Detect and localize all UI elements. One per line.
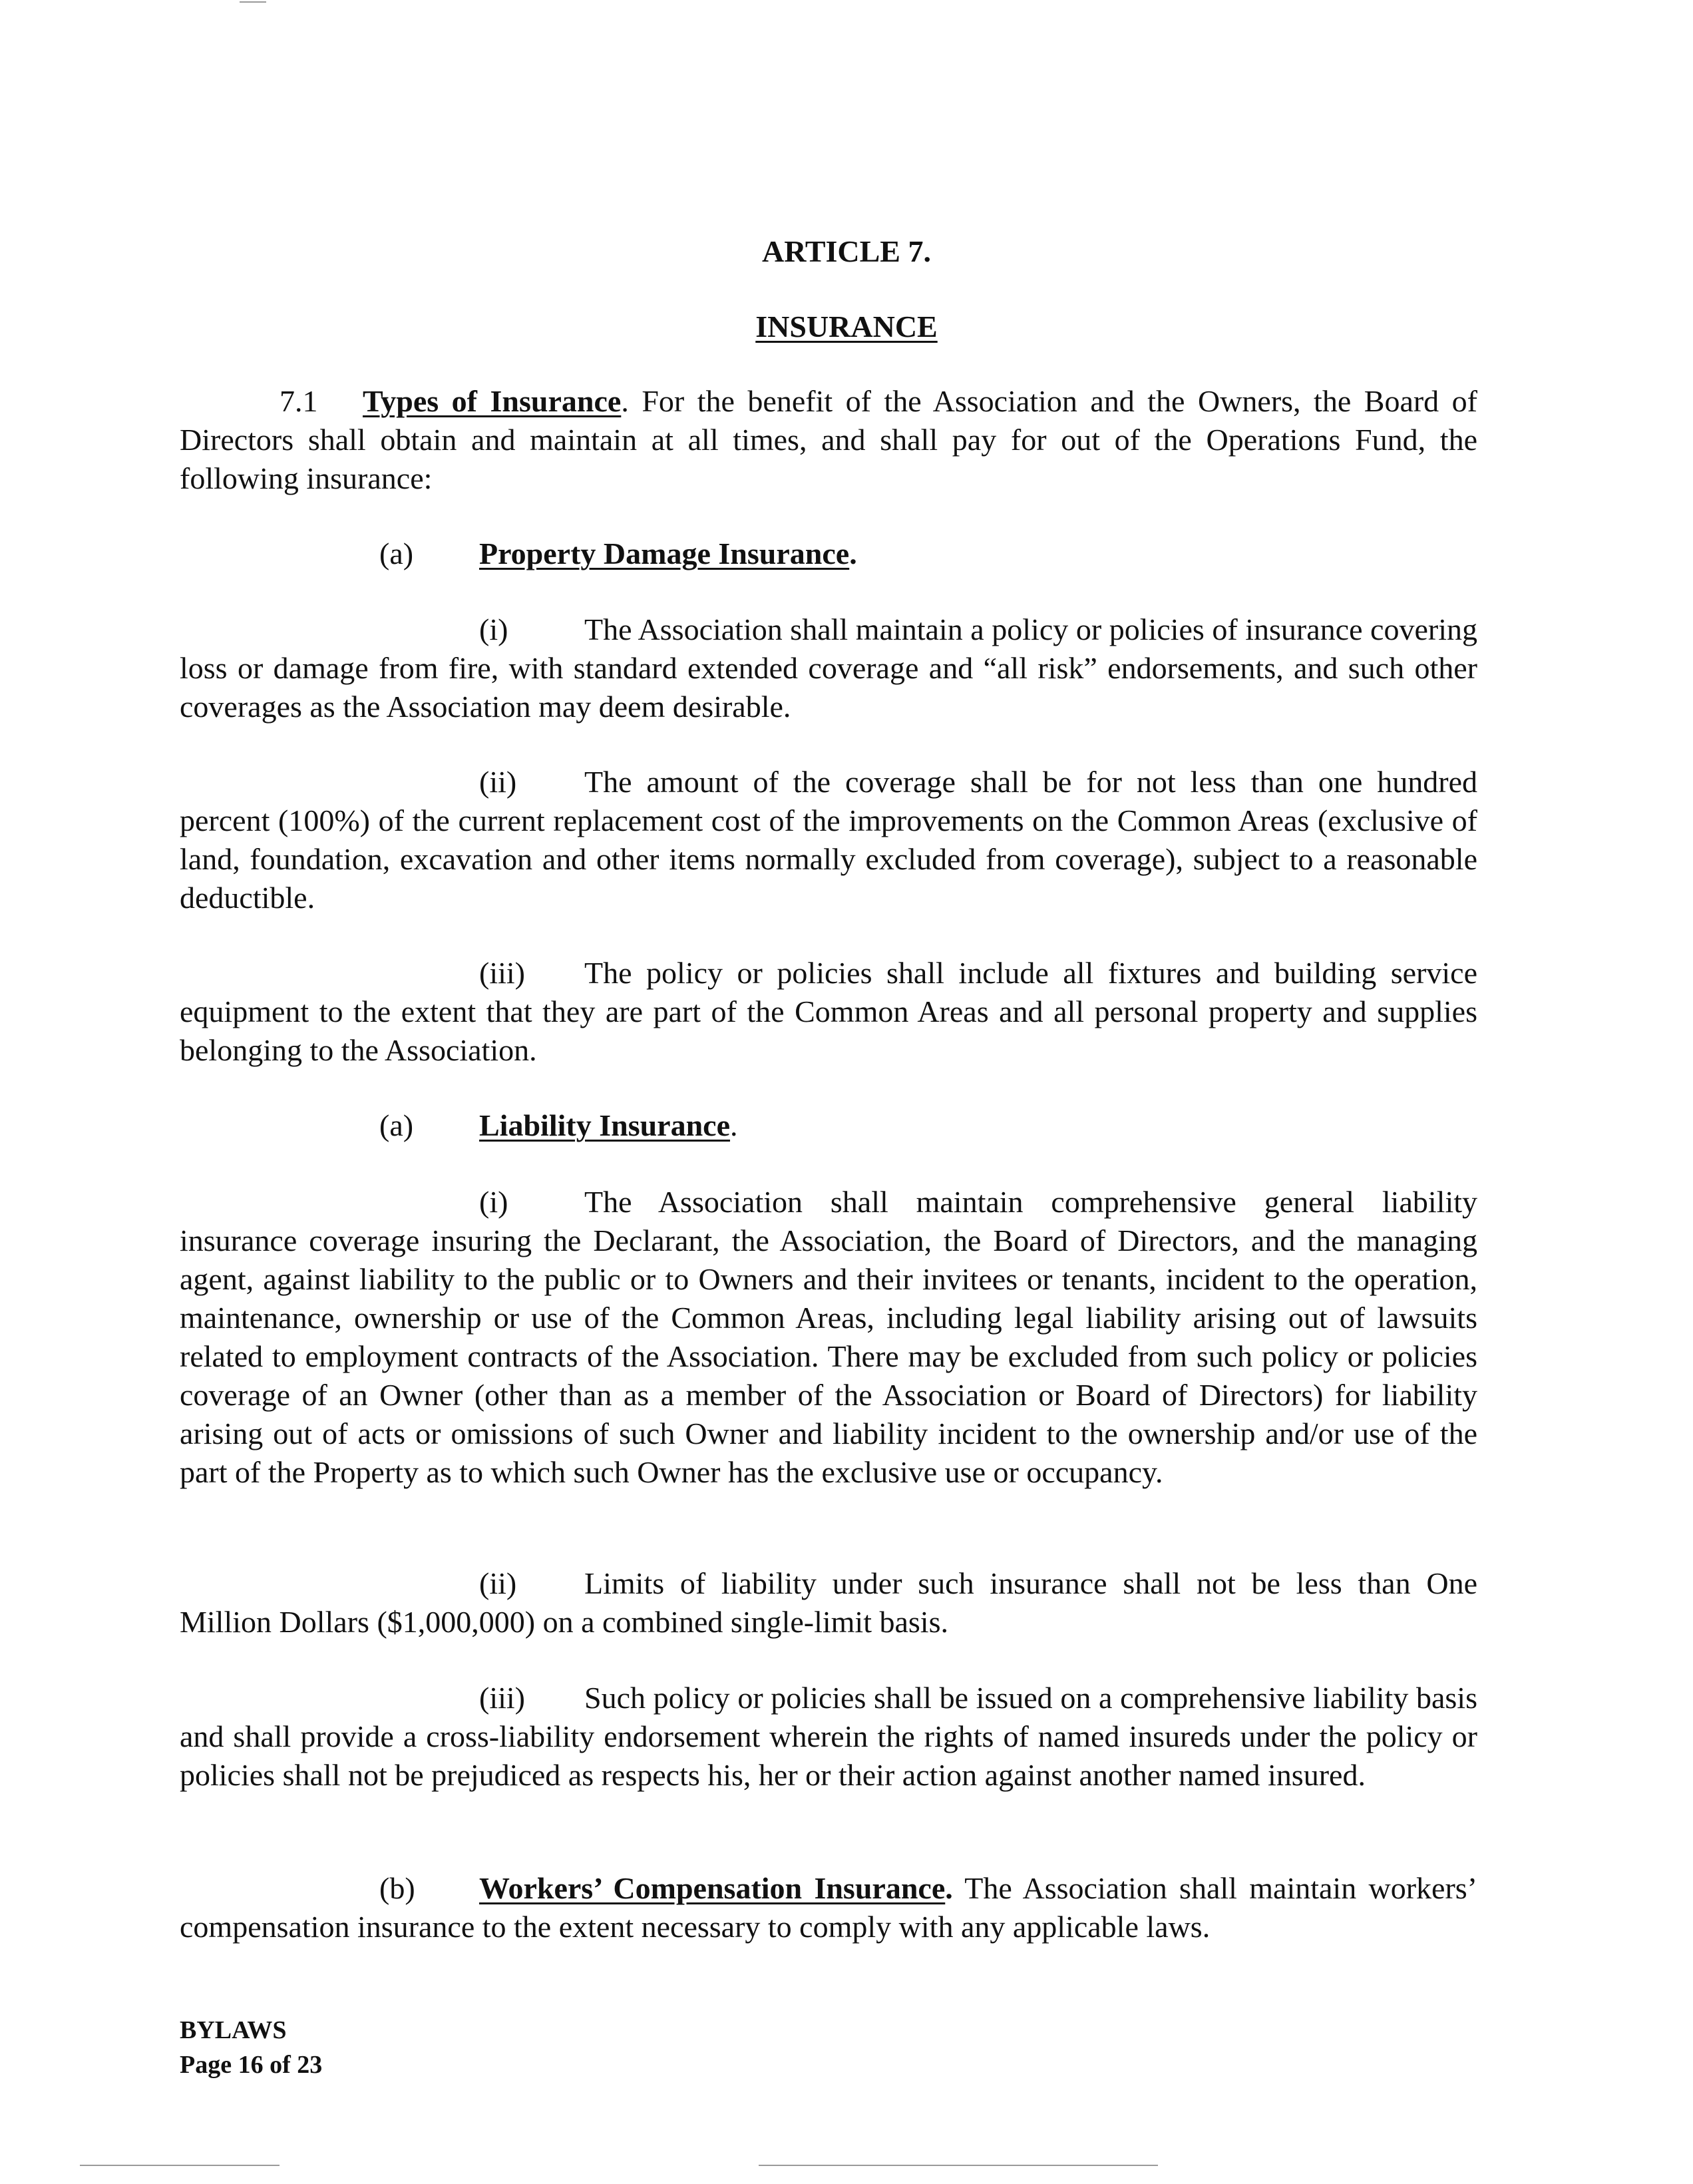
article-title-text: INSURANCE: [755, 310, 938, 343]
clause-text: The amount of the coverage shall be for not less than one hundred percent (100%) of the current replacement cost of the improvements on the Common Areas (exclusive of land, foundation, excavation and other items normally excluded from coverage), subject to a reasonable deductible.: [180, 765, 1477, 915]
clause-text: Such policy or policies shall be issued on a comprehensive liability basis and shall provide a cross-liability endorsement wherein the rights of named insureds under the policy or policies shall not be prejudiced as respects his, her or their action against another named insured.: [180, 1681, 1477, 1792]
section-7-1: [180, 382, 1477, 498]
subsection-heading: Liability Insurance: [479, 1108, 731, 1142]
section-heading-punct: .: [621, 384, 629, 418]
clause-label: (iii): [479, 1681, 525, 1715]
subsection-text: The Association shall maintain workers’ compensation insurance to the extent necessary to comply with any applicable laws.: [180, 1871, 1478, 1944]
clause-label: (ii): [479, 1566, 517, 1600]
property-clause-ii: [180, 763, 1477, 917]
article-title: [0, 308, 1693, 346]
subsection-heading: Property Damage Insurance: [479, 537, 850, 570]
subsection-heading-punct: .: [730, 1108, 738, 1142]
section-heading: Types of Insurance: [363, 384, 622, 418]
subsection-liability-heading: [180, 1106, 1477, 1145]
scan-artifact-bottom-left: [80, 2165, 280, 2166]
liability-clause-iii: [180, 1679, 1477, 1795]
property-clause-i: [180, 610, 1477, 726]
subsection-property-heading: [180, 535, 1477, 573]
subsection-label: (a): [379, 537, 414, 570]
scan-artifact-bottom-right: [759, 2165, 1158, 2166]
section-number: 7.1: [280, 384, 318, 418]
clause-text: The policy or policies shall include all fixtures and building service equipment to the extent that they are part of the Common Areas and all personal property and supplies belonging to the Association.: [180, 956, 1477, 1067]
subsection-label: (a): [379, 1108, 414, 1142]
subsection-heading: Workers’ Compensation Insurance: [479, 1871, 946, 1905]
liability-clause-ii: [180, 1564, 1477, 1641]
property-clause-iii: [180, 954, 1477, 1070]
subsection-label: (b): [379, 1871, 415, 1905]
article-number: [0, 232, 1693, 271]
clause-label: (iii): [479, 956, 525, 990]
subsection-workers: [180, 1869, 1477, 1946]
footer: [180, 2013, 322, 2082]
article-number-text: ARTICLE 7.: [762, 234, 931, 268]
footer-document-name: BYLAWS: [180, 2016, 287, 2044]
footer-page-number: Page 16 of 23: [180, 2051, 323, 2079]
clause-label: (i): [479, 1185, 508, 1219]
clause-label: (i): [479, 612, 508, 646]
clause-label: (ii): [479, 765, 517, 799]
subsection-heading-punct: .: [849, 537, 857, 570]
liability-clause-i: [180, 1183, 1477, 1492]
subsection-heading-punct: .: [945, 1871, 953, 1905]
clause-text: The Association shall maintain a policy or policies of insurance covering loss or damage from fire, with standard extended coverage and “all risk” endorsements, and such other coverages as the Association may deem desirable.: [180, 612, 1477, 724]
clause-text: The Association shall maintain comprehensive general liability insurance coverage insuring the Declarant, the Association, the Board of Directors, and the managing agent, against liability to the public or to Owners and their invitees or tenants, incident to the operation, maintenance, ownership or use of the Common Areas, including legal liability arising out of lawsuits related to employment contracts of the Association. There may be excluded from such policy or policies coverage of an Owner (other than as a member of the Association or Board of Directors) for liability arising out of acts or omissions of such Owner and liability incident to the ownership and/or use of the part of the Property as to which such Owner has the exclusive use or occupancy.: [180, 1185, 1477, 1489]
section-text: For the benefit of the Association and the Owners, the Board of Directors shall obtain and maintain at all times, and shall pay for out of the Operations Fund, the following insurance:: [180, 384, 1478, 495]
scan-artifact-top: [240, 1, 266, 3]
clause-text: Limits of liability under such insurance shall not be less than One Million Dollars ($1,000,000) on a combined single-limit basis.: [180, 1566, 1477, 1639]
